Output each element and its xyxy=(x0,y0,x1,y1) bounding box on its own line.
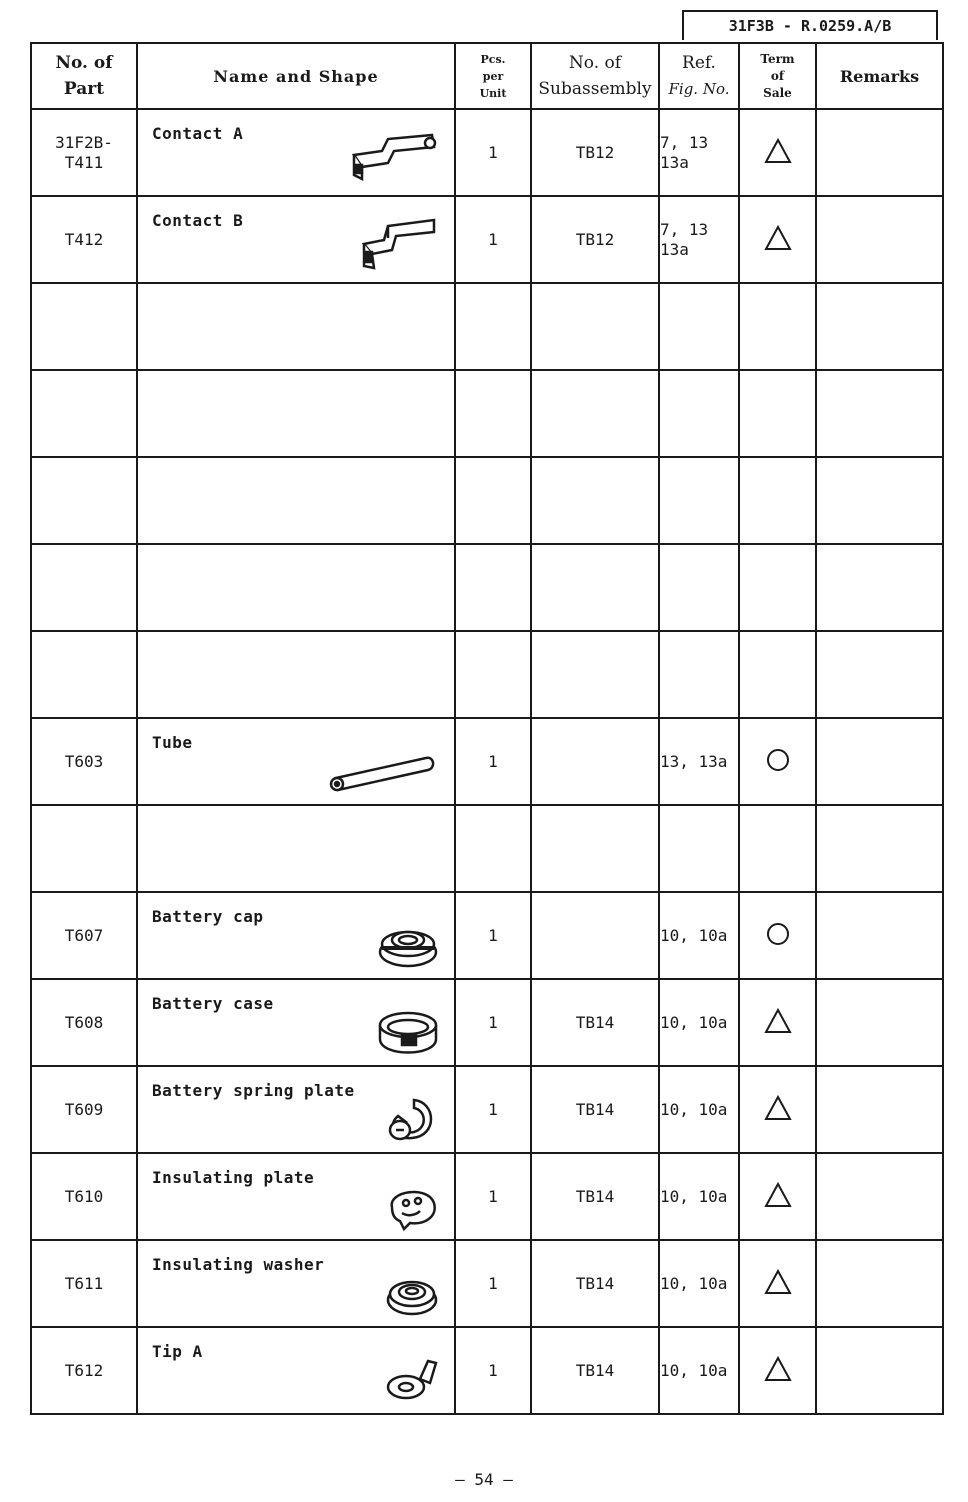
header-term-label-1: Term xyxy=(760,51,795,66)
subassembly-cell: TB14 xyxy=(531,1327,659,1414)
header-term-of-sale xyxy=(739,43,816,109)
subassembly-cell: TB14 xyxy=(531,1066,659,1153)
remarks-cell xyxy=(816,1327,943,1414)
term-of-sale-cell xyxy=(739,1240,816,1327)
table-row xyxy=(31,283,943,370)
ref-line-1: 10, 10a xyxy=(660,1099,728,1119)
circle-icon xyxy=(764,746,792,774)
part-number: T412 xyxy=(64,229,104,249)
term-of-sale-cell xyxy=(739,1153,816,1240)
remarks-cell xyxy=(816,892,943,979)
ref-line-2: 13a xyxy=(660,152,689,172)
part-name: Battery cap xyxy=(152,907,264,926)
pieces-cell: 1 xyxy=(455,1327,531,1414)
name-shape-cell xyxy=(137,109,455,196)
term-of-sale-cell xyxy=(739,805,816,892)
name-shape-cell xyxy=(137,979,455,1066)
header-part-label-1: No. of xyxy=(55,53,113,73)
ref-line-2: 13a xyxy=(660,239,689,259)
triangle-icon xyxy=(763,1094,793,1122)
term-of-sale-cell xyxy=(739,283,816,370)
remarks-cell xyxy=(816,109,943,196)
remarks-cell xyxy=(816,457,943,544)
part-number-cell xyxy=(31,1153,137,1240)
parts-table xyxy=(30,42,944,1415)
part-name: Contact A xyxy=(152,124,244,143)
reference-cell xyxy=(659,1153,739,1240)
part-number-cell xyxy=(31,370,137,457)
part-number-cell xyxy=(31,196,137,283)
remarks-cell xyxy=(816,631,943,718)
part-number-cell xyxy=(31,631,137,718)
remarks-cell xyxy=(816,544,943,631)
part-number-cell xyxy=(31,805,137,892)
pieces-cell: 1 xyxy=(455,718,531,805)
header-part-number xyxy=(31,43,137,109)
term-of-sale-cell xyxy=(739,457,816,544)
name-shape-cell xyxy=(137,718,455,805)
term-of-sale-cell xyxy=(739,631,816,718)
table-row xyxy=(31,805,943,892)
header-reference xyxy=(659,43,739,109)
part-number-cell xyxy=(31,1240,137,1327)
reference-cell xyxy=(659,283,739,370)
remarks-cell xyxy=(816,1240,943,1327)
reference-cell xyxy=(659,196,739,283)
pieces-cell xyxy=(455,370,531,457)
part-name: Insulating washer xyxy=(152,1255,325,1274)
part-number: T609 xyxy=(64,1099,104,1119)
term-of-sale-cell xyxy=(739,109,816,196)
name-shape-cell xyxy=(137,544,455,631)
name-shape-cell xyxy=(137,1066,455,1153)
reference-cell xyxy=(659,979,739,1066)
table-row xyxy=(31,1153,943,1240)
remarks-cell xyxy=(816,370,943,457)
header-pcs-label-2: per xyxy=(482,69,504,83)
table-row xyxy=(31,1066,943,1153)
name-shape-cell xyxy=(137,1153,455,1240)
part-number: T608 xyxy=(64,1012,104,1032)
ref-line-1: 13, 13a xyxy=(660,751,728,771)
triangle-icon xyxy=(763,137,793,165)
subassembly-cell: TB14 xyxy=(531,979,659,1066)
table-row xyxy=(31,457,943,544)
name-shape-cell xyxy=(137,283,455,370)
subassembly-cell xyxy=(531,457,659,544)
reference-cell xyxy=(659,805,739,892)
header-pcs-label-3: Unit xyxy=(479,86,507,100)
remarks-cell xyxy=(816,1066,943,1153)
part-number: T603 xyxy=(64,751,104,771)
circle-icon xyxy=(764,920,792,948)
term-of-sale-cell xyxy=(739,979,816,1066)
table-row xyxy=(31,109,943,196)
part-name: Battery case xyxy=(152,994,274,1013)
ref-line-1: 7, 13 xyxy=(660,219,709,239)
triangle-icon xyxy=(763,1181,793,1209)
header-sub-label-2: Subassembly xyxy=(538,79,652,99)
header-pieces-per-unit xyxy=(455,43,531,109)
subassembly-cell xyxy=(531,283,659,370)
subassembly-cell: TB14 xyxy=(531,1240,659,1327)
pieces-cell: 1 xyxy=(455,979,531,1066)
subassembly-cell: TB12 xyxy=(531,109,659,196)
pieces-cell: 1 xyxy=(455,1066,531,1153)
subassembly-cell: TB12 xyxy=(531,196,659,283)
reference-cell xyxy=(659,718,739,805)
table-row xyxy=(31,370,943,457)
reference-cell xyxy=(659,544,739,631)
reference-cell xyxy=(659,631,739,718)
header-ref-label-1: Ref. xyxy=(682,53,716,73)
part-number: T607 xyxy=(64,925,104,945)
pieces-cell xyxy=(455,805,531,892)
header-remarks: Remarks xyxy=(816,43,943,109)
document-reference: 31F3B - R.0259.A/B xyxy=(682,10,938,40)
ref-line-1: 10, 10a xyxy=(660,925,728,945)
remarks-cell xyxy=(816,283,943,370)
subassembly-cell xyxy=(531,631,659,718)
term-of-sale-cell xyxy=(739,196,816,283)
triangle-icon xyxy=(763,1268,793,1296)
subassembly-cell xyxy=(531,544,659,631)
part-name: Battery spring plate xyxy=(152,1081,355,1100)
name-shape-cell xyxy=(137,892,455,979)
term-of-sale-cell xyxy=(739,718,816,805)
remarks-cell xyxy=(816,979,943,1066)
header-part-label-2: Part xyxy=(63,79,105,99)
term-of-sale-cell xyxy=(739,1327,816,1414)
ref-line-1: 10, 10a xyxy=(660,1186,728,1206)
table-row xyxy=(31,196,943,283)
term-of-sale-cell xyxy=(739,1066,816,1153)
part-name: Tip A xyxy=(152,1342,203,1361)
term-of-sale-cell xyxy=(739,544,816,631)
header-ref-label-2: Fig. No. xyxy=(668,80,730,98)
pieces-cell: 1 xyxy=(455,892,531,979)
remarks-cell xyxy=(816,1153,943,1240)
remarks-cell xyxy=(816,805,943,892)
table-row xyxy=(31,1240,943,1327)
table-row xyxy=(31,1327,943,1414)
reference-cell xyxy=(659,457,739,544)
subassembly-cell xyxy=(531,370,659,457)
subassembly-cell xyxy=(531,805,659,892)
subassembly-cell xyxy=(531,718,659,805)
part-number-cell xyxy=(31,1066,137,1153)
term-of-sale-cell xyxy=(739,892,816,979)
ref-line-1: 10, 10a xyxy=(660,1360,728,1380)
triangle-icon xyxy=(763,224,793,252)
name-shape-cell xyxy=(137,805,455,892)
name-shape-cell xyxy=(137,196,455,283)
reference-cell xyxy=(659,1240,739,1327)
subassembly-cell: TB14 xyxy=(531,1153,659,1240)
name-shape-cell xyxy=(137,370,455,457)
name-shape-cell xyxy=(137,1240,455,1327)
ref-line-1: 7, 13 xyxy=(660,132,709,152)
name-shape-cell xyxy=(137,1327,455,1414)
header-subassembly xyxy=(531,43,659,109)
pieces-cell xyxy=(455,283,531,370)
reference-cell xyxy=(659,892,739,979)
page-number: — 54 — xyxy=(455,1470,513,1489)
name-shape-cell xyxy=(137,457,455,544)
term-of-sale-cell xyxy=(739,370,816,457)
remarks-cell xyxy=(816,718,943,805)
part-name: Contact B xyxy=(152,211,244,230)
header-name-and-shape: Name and Shape xyxy=(137,43,455,109)
triangle-icon xyxy=(763,1355,793,1383)
header-sub-label-1: No. of xyxy=(568,53,622,73)
header-row xyxy=(31,43,943,109)
part-name: Insulating plate xyxy=(152,1168,315,1187)
pieces-cell: 1 xyxy=(455,1153,531,1240)
pieces-cell: 1 xyxy=(455,109,531,196)
ref-line-1: 10, 10a xyxy=(660,1273,728,1293)
part-number-cell xyxy=(31,1327,137,1414)
part-number-cell xyxy=(31,109,137,196)
pieces-cell xyxy=(455,631,531,718)
table-row xyxy=(31,718,943,805)
reference-cell xyxy=(659,1327,739,1414)
part-number: T610 xyxy=(64,1186,104,1206)
part-number-cell xyxy=(31,544,137,631)
table-row xyxy=(31,631,943,718)
remarks-cell xyxy=(816,196,943,283)
name-shape-cell xyxy=(137,631,455,718)
pieces-cell: 1 xyxy=(455,196,531,283)
reference-cell xyxy=(659,370,739,457)
pieces-cell xyxy=(455,544,531,631)
part-number: T411 xyxy=(64,152,104,172)
part-number-cell xyxy=(31,718,137,805)
header-term-label-3: Sale xyxy=(763,85,792,100)
header-term-label-2: of xyxy=(770,68,785,83)
part-number-cell xyxy=(31,892,137,979)
table-row xyxy=(31,979,943,1066)
part-prefix: 31F2B- xyxy=(55,132,113,152)
part-number-cell xyxy=(31,457,137,544)
part-number: T612 xyxy=(64,1360,104,1380)
triangle-icon xyxy=(763,1007,793,1035)
reference-cell xyxy=(659,109,739,196)
part-number-cell xyxy=(31,979,137,1066)
ref-line-1: 10, 10a xyxy=(660,1012,728,1032)
part-number: T611 xyxy=(64,1273,104,1293)
table-row xyxy=(31,892,943,979)
part-number-cell xyxy=(31,283,137,370)
reference-cell xyxy=(659,1066,739,1153)
subassembly-cell xyxy=(531,892,659,979)
pieces-cell: 1 xyxy=(455,1240,531,1327)
part-name: Tube xyxy=(152,733,193,752)
pieces-cell xyxy=(455,457,531,544)
header-pcs-label-1: Pcs. xyxy=(480,52,506,66)
table-row xyxy=(31,544,943,631)
